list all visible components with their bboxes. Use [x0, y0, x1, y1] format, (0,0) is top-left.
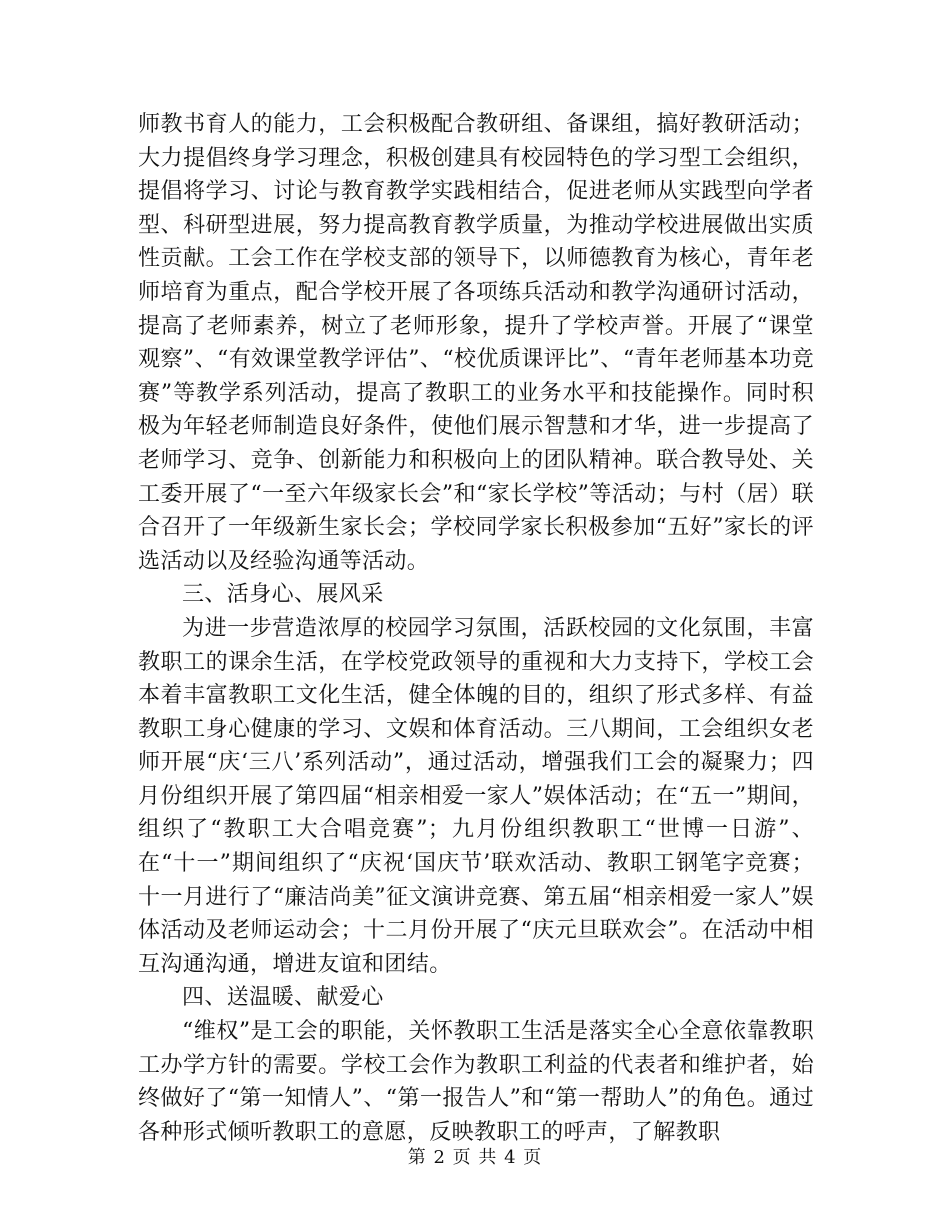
page-footer: 第 2 页 共 4 页 [407, 1147, 543, 1168]
section-heading-four: 四、送温暖、献爱心 [182, 985, 384, 1011]
document-body [138, 108, 814, 1149]
paragraph-continuation: 师教书育人的能力，工会积极配合教研组、备课组，搞好教研活动；大力提倡终身学习理念，积极创建具有校园特色的学习型工会组织，提倡将学习、讨论与教育教学实践相结合，促进老师从实践型向学者型、科研型进展，努力提高教育教学质量，为推动学校进展做出实质性贡献。工会工作在学校支部的领导下，以师德教育为核心，青年老师培育为重点，配合学校开展了各项练兵活动和教学沟通研讨活动，提高了老师素养，树立了老师形象，提升了学校声誉。开展了“课堂观察”、“有效课堂教学评估”、“校优质课评比”、“青年老师基本功竞赛”等教学系列活动，提高了教职工的业务水平和技能操作。同时积极为年轻老师制造良好条件，使他们展示智慧和才华，进一步提高了老师学习、竞争、创新能力和积极向上的团队精神。联合教导处、关工委开展了“一至六年级家长会”和“家长学校”等活动；与村（居）联合召开了一年级新生家长会；学校同学家长积极参加“五好”家长的评选活动以及经验沟通等活动。 [138, 112, 814, 574]
paragraph-section-four: “维权”是工会的职能，关怀教职工生活是落实全心全意依靠教职工办学方针的需要。学校工会作为教职工利益的代表者和维护者，始终做好了“第一知情人”、“第一报告人”和“第一帮助人”的角色。通过各种形式倾听教职工的意愿，反映教职工的呼声，了解教职 [138, 1019, 814, 1145]
paragraph-section-three: 为进一步营造浓厚的校园学习氛围，活跃校园的文化氛围，丰富教职工的课余生活，在学校党政领导的重视和大力支持下，学校工会本着丰富教职工文化生活，健全体魄的目的，组织了形式多样、有益教职工身心健康的学习、文娱和体育活动。三八期间，工会组织女老师开展“庆‘三八’系列活动”，通过活动，增强我们工会的凝聚力；四月份组织开展了第四届“相亲相爱一家人”娱体活动；在“五一”期间，组织了“教职工大合唱竞赛”；九月份组织教职工“世博一日游”、在“十一”期间组织了“庆祝‘国庆节’联欢活动、教职工钢笔字竞赛；十一月进行了“廉洁尚美”征文演讲竞赛、第五届“相亲相爱一家人”娱体活动及老师运动会；十二月份开展了“庆元旦联欢会”。在活动中相互沟通沟通，增进友谊和团结。 [138, 615, 814, 977]
section-heading-three: 三、活身心、展风采 [182, 582, 384, 608]
